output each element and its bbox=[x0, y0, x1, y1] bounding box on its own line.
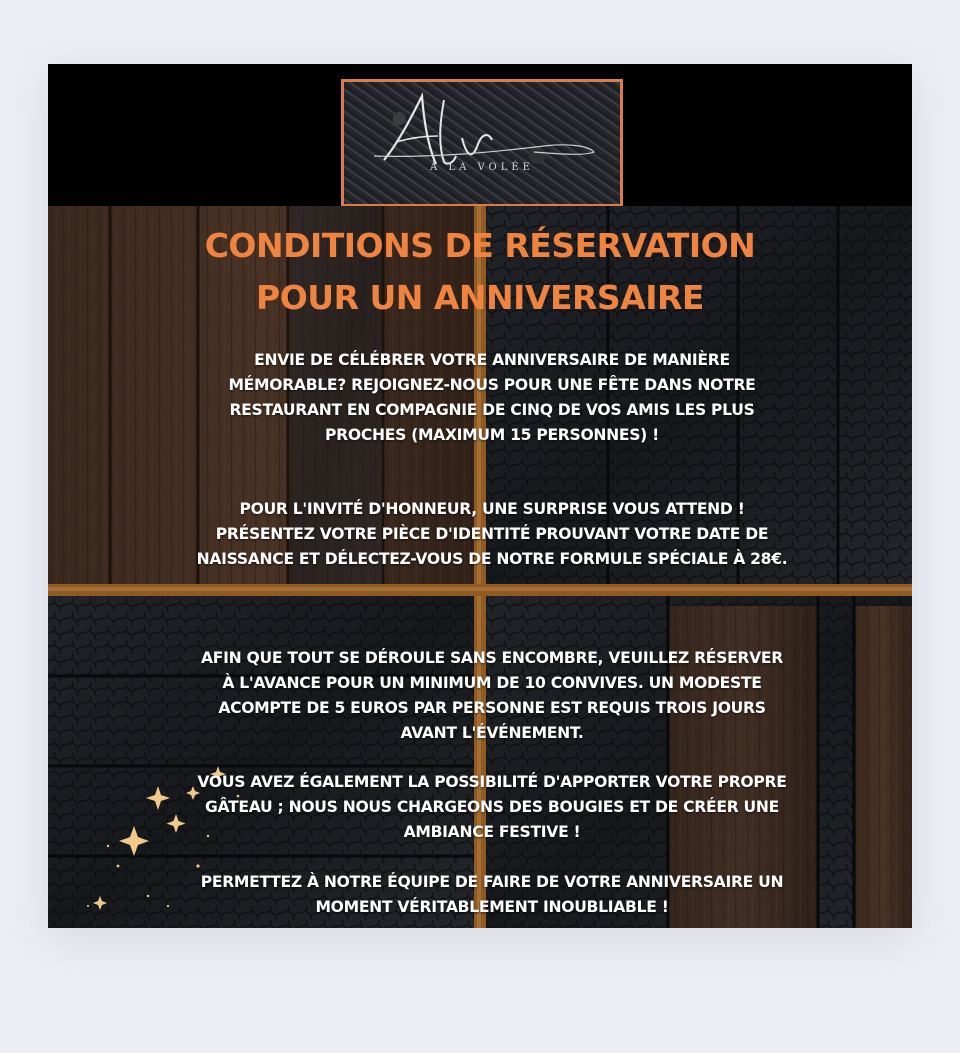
paragraph-guest-of-honor: POUR L'INVITÉ D'HONNEUR, UNE SURPRISE VOUS ATTEND ! PRÉSENTEZ VOTRE PIÈCE D'IDENTITÉ PROUVANT VOTRE DATE DE NAISSANCE ET DÉLECTEZ-VOUS DE NOTRE FORMULE SPÉCIALE À 28€. bbox=[196, 500, 788, 568]
header-band bbox=[48, 64, 912, 206]
paragraph-closing: PERMETTEZ À NOTRE ÉQUIPE DE FAIRE DE VOTRE ANNIVERSAIRE UN MOMENT VÉRITABLEMENT INOUBLIABLE ! bbox=[200, 873, 784, 916]
content bbox=[48, 206, 912, 928]
paragraph-cake: VOUS AVEZ ÉGALEMENT LA POSSIBILITÉ D'APPORTER VOTRE PROPRE GÂTEAU ; NOUS NOUS CHARGEONS DES BOUGIES ET DE CRÉER UNE AMBIANCE FESTIVE ! bbox=[197, 773, 787, 841]
title-line-2: POUR UN ANNIVERSAIRE bbox=[256, 278, 704, 317]
restaurant-logo bbox=[341, 79, 623, 207]
birthday-conditions-card bbox=[48, 64, 912, 928]
logo-emblem bbox=[344, 82, 620, 204]
title-line-1: CONDITIONS DE RÉSERVATION bbox=[204, 226, 756, 265]
paragraph-reservation: AFIN QUE TOUT SE DÉROULE SANS ENCOMBRE, VEUILLEZ RÉSERVER À L'AVANCE POUR UN MINIMUM DE 10 CONVIVES. UN MODESTE ACOMPTE DE 5 EUROS PAR PERSONNE EST REQUIS TROIS JOURS AVANT L'ÉVÉNEMENT. bbox=[201, 649, 783, 742]
page-title bbox=[148, 220, 812, 324]
logo-subtitle: À LA VOLÉE bbox=[430, 162, 534, 173]
paragraph-intro: ENVIE DE CÉLÉBRER VOTRE ANNIVERSAIRE DE MANIÈRE MÉMORABLE? REJOIGNEZ-NOUS POUR UNE FÊTE DANS NOTRE RESTAURANT EN COMPAGNIE DE CINQ DE VOS AMIS LES PLUS PROCHES (MAXIMUM 15 PERSONNES) ! bbox=[228, 351, 756, 444]
